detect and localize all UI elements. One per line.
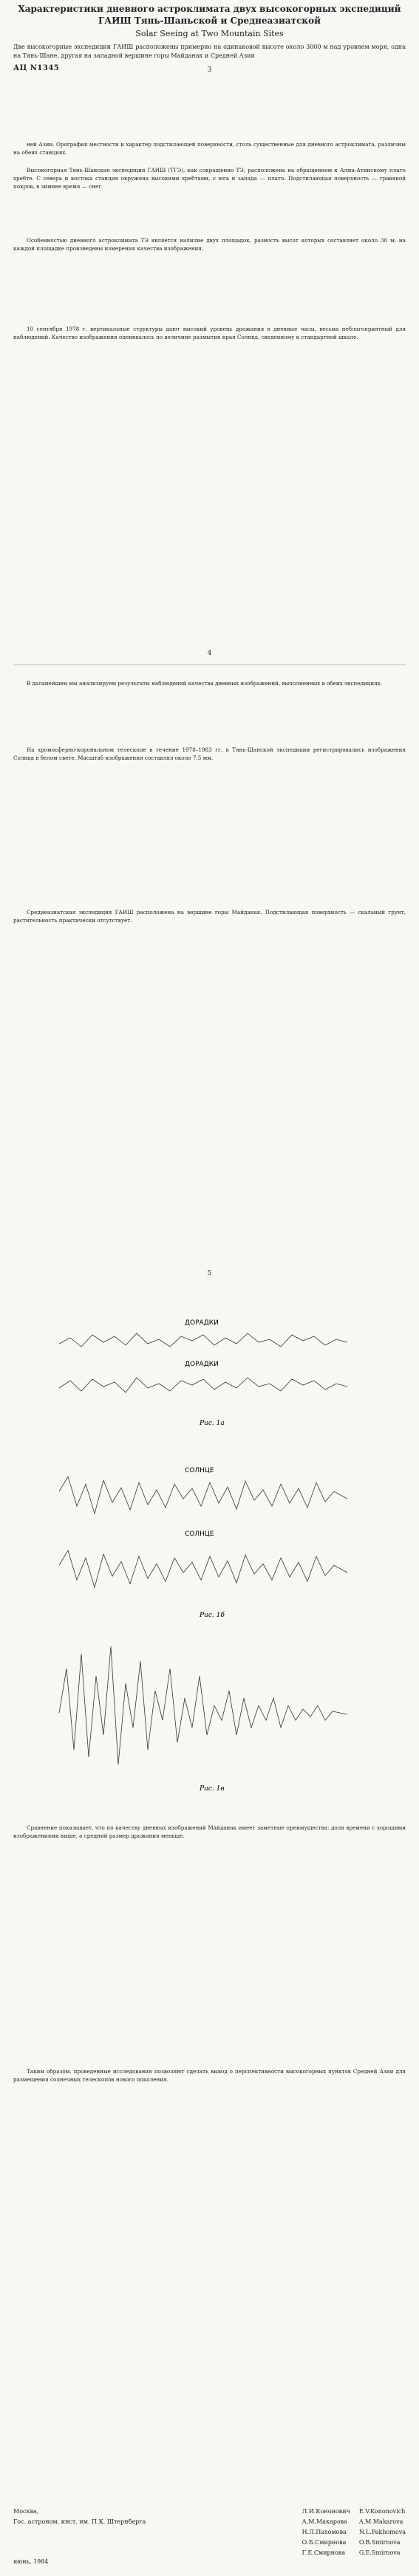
paragraph [13, 140, 406, 157]
signature-block [13, 2507, 406, 2567]
oscillogram-plot-c [52, 1624, 362, 1805]
paragraph-text: Высокогорная Тянь-Шанская экспедиция ГАИШ (ТГЭ), как сокращенно ТЭ, расположена на обращенном к Алма-Атинскому плато хребте. С севера и востока станция окружена высокими хребтами, с юга и запада — плато. Подстилающая поверхность — травяной покров, в зимнее время — снег. [13, 167, 406, 190]
authors-ru [302, 2507, 350, 2567]
author-ru: Н.Л.Пахомова [302, 2529, 347, 2535]
signature-authors [302, 2507, 406, 2567]
plot-b-top-label: СОЛНЦЕ [185, 1467, 214, 1474]
paragraph-text: ней Азии. Орография местности и характер подстилающей поверхности, столь существенные для дневного астроклимата, различны на обеих станциях. [13, 141, 406, 156]
paragraph [13, 236, 406, 253]
plot-a-trace-2 [59, 1378, 347, 1392]
plot-c-trace-1 [59, 1646, 347, 1765]
signature-row [13, 2507, 406, 2567]
paragraph-text: Особенностью дневного астроклимата ТЭ является наличие двух площадок, разность высот которых составляет около 30 м; на каждой площадке произведены измерения качества изображения. [13, 237, 406, 252]
authors-en [359, 2507, 406, 2567]
author-ru: Г.Е.Смирнова [302, 2549, 346, 2556]
paragraph-text: В дальнейшем мы анализируем результаты наблюдений качества дневных изображений, выполненных в обеих экспедициях. [27, 680, 383, 687]
paper-title: Характеристики дневного астроклимата двух высокогорных экспедиций ГАИШ Тянь-Шаньской и Среднеазиатской [18, 4, 401, 26]
plot-a-bottom-label: ДОРАДКИ [185, 1361, 219, 1368]
page-number: 4 [207, 650, 212, 657]
paragraph [13, 166, 406, 190]
author-en: E.V.Kononovich [358, 2508, 406, 2515]
plot-b-bottom-label: СОЛНЦЕ [185, 1531, 214, 1538]
paragraph [13, 908, 406, 924]
author-ru: О.Б.Смирнова [302, 2539, 347, 2546]
document-id: АЦ N1345 [13, 64, 60, 72]
page-number: 3 [207, 66, 212, 74]
plot-b-caption: Рис. 1б [200, 1612, 225, 1619]
signature-institution: Гос. астроном. инст. им. П.К. Штернберга [13, 2518, 146, 2525]
intro-text: Две высокогорные экспедиции ГАИШ расположены примерно на одинаковой высоте около 3000 м над уровнем моря, одна на Тянь-Шане, другая на западной вершине горы Майданак и Средней Азии [13, 44, 406, 59]
signature-date: июнь, 1984 [13, 2558, 49, 2565]
paragraph [13, 679, 406, 687]
paragraph-text: На хромосферно-корональном телескопе в течение 1978–1983 гг. в Тянь-Шанской экспедиции регистрировались изображения Солнца в белом свете. Масштаб изображения составлял около 7,5 мм. [13, 746, 406, 761]
oscillogram-plot-b [52, 1462, 362, 1643]
author-en: O.B.Smirnova [358, 2539, 401, 2546]
paragraph-text: Среднеазиатская экспедиция ГАИШ расположена на вершине горы Майданак. Подстилающая поверхность — скальный грунт, растительность практически отсутствует. [13, 909, 406, 924]
plot-c-caption: Рис. 1в [200, 1785, 225, 1793]
author-ru: Л.И.Кононович [302, 2508, 350, 2515]
plot-a-trace-1 [59, 1333, 347, 1347]
plot-b-trace-2 [59, 1550, 347, 1587]
author-ru: А.М.Макарова [302, 2518, 347, 2525]
plot-a-caption: Рис. 1а [200, 1420, 225, 1427]
paragraph [13, 1824, 406, 1840]
signature-city: Москва, [13, 2508, 39, 2515]
plot-b-trace-1 [59, 1477, 347, 1514]
paragraph-text: Сравнение показывает, что по качеству дневных изображений Майданак имеет заметные преимущества: доля времени с хорошими изображениями выше, а средний размер дрожания меньше. [13, 1824, 406, 1839]
author-en: A.M.Makarova [358, 2518, 403, 2525]
plot-a-top-label: ДОРАДКИ [185, 1319, 219, 1327]
author-en: N.L.Pakhomova [358, 2529, 406, 2535]
paragraph-text: Таким образом, проведенные исследования позволяют сделать вывод о перспективности высокогорных пунктов Средней Азии для размещения солнечных телескопов нового поколения. [13, 2068, 406, 2083]
author-en: G.E.Smirnova [358, 2549, 401, 2556]
paragraph-text: 10 сентября 1978 г. вертикальные структуры дают высокий уровень дрожания в дневные часы, весьма неблагоприятный для наблюдений. Качество изображения оценивалось по величине размытия края Солнца, сведенному к стандартной шкале. [13, 326, 406, 340]
page-number: 5 [207, 1270, 212, 1277]
plot-c-svg [52, 1624, 362, 1805]
page-divider [13, 664, 406, 665]
paragraph [13, 2067, 406, 2084]
plot-b-svg [52, 1462, 362, 1643]
paragraph [13, 746, 406, 762]
paper-english-title: Solar Seeing at Two Mountain Sites [135, 29, 284, 38]
paragraph [13, 325, 406, 341]
signature-left [13, 2507, 146, 2567]
